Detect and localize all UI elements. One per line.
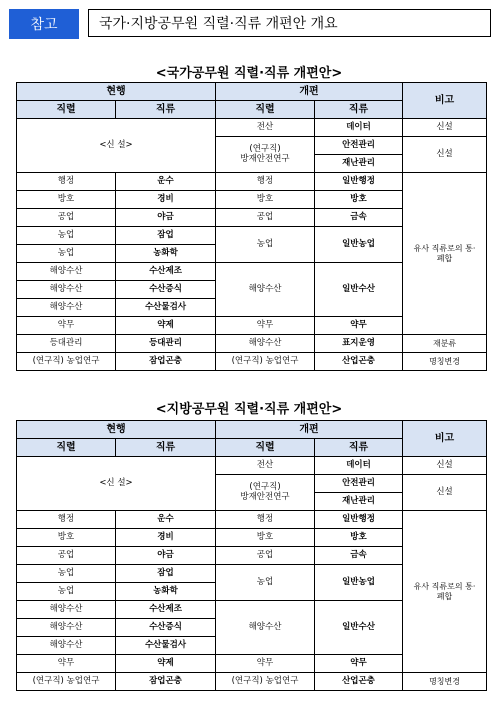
- col-remark: 비고: [403, 83, 487, 119]
- cell: 공업: [17, 209, 116, 227]
- page-header: [9, 9, 493, 39]
- cell: 해양수산: [216, 263, 315, 317]
- national-section-title: <국가공무원 직렬·직류 개편안>: [155, 66, 343, 81]
- cell: 약무: [216, 655, 315, 673]
- cell: 금속: [315, 547, 403, 565]
- cell: 신설: [403, 119, 487, 137]
- cell: 농업: [17, 565, 116, 583]
- cell: 행정: [216, 511, 315, 529]
- col-current: 현행: [17, 83, 216, 101]
- col-revised-series: 직렬: [216, 439, 315, 457]
- cell: 운수: [116, 173, 216, 191]
- new-label: <신 설>: [17, 119, 216, 173]
- cell: 방호: [315, 529, 403, 547]
- cell: 등대관리: [17, 335, 116, 353]
- cell: 해양수산: [17, 281, 116, 299]
- cell: 야금: [116, 547, 216, 565]
- cell: 신설: [403, 137, 487, 173]
- page-title: 국가·지방공무원 직렬·직류 개편안 개요: [88, 9, 491, 37]
- cell: 일반농업: [315, 565, 403, 601]
- cell: 해양수산: [17, 637, 116, 655]
- cell: 데이터: [315, 119, 403, 137]
- cell: 방호: [17, 191, 116, 209]
- cell: 약무: [216, 317, 315, 335]
- cell: 공업: [17, 547, 116, 565]
- cell: 명칭변경: [403, 353, 487, 371]
- cell: 잠업곤충: [116, 353, 216, 371]
- cell: 등대관리: [116, 335, 216, 353]
- cell: 농업: [216, 227, 315, 263]
- cell: 수산물검사: [116, 299, 216, 317]
- col-revised-class: 직류: [315, 101, 403, 119]
- col-current-series: 직렬: [17, 439, 116, 457]
- cell: 농업: [17, 227, 116, 245]
- cell: 재분류: [403, 335, 487, 353]
- cell: 산업곤충: [315, 353, 403, 371]
- cell: 약무: [315, 317, 403, 335]
- cell: 명칭변경: [403, 673, 487, 691]
- cell: 표지운영: [315, 335, 403, 353]
- col-revised-class: 직류: [315, 439, 403, 457]
- cell: 해양수산: [216, 601, 315, 655]
- cell: 방호: [216, 191, 315, 209]
- cell: 안전관리: [315, 137, 403, 155]
- col-current: 현행: [17, 421, 216, 439]
- cell: 잠업: [116, 565, 216, 583]
- cell: (연구직) 농업연구: [216, 673, 315, 691]
- cell: 재난관리: [315, 493, 403, 511]
- cell: 농업: [216, 565, 315, 601]
- cell: 수산제조: [116, 263, 216, 281]
- cell: 일반행정: [315, 173, 403, 191]
- cell: (연구직) 방재안전연구: [216, 137, 315, 173]
- cell: 해양수산: [17, 299, 116, 317]
- cell: 수산제조: [116, 601, 216, 619]
- cell: 운수: [116, 511, 216, 529]
- cell: 일반수산: [315, 263, 403, 317]
- cell: 경비: [116, 529, 216, 547]
- cell: 금속: [315, 209, 403, 227]
- col-current-class: 직류: [116, 101, 216, 119]
- col-current-class: 직류: [116, 439, 216, 457]
- cell: 공업: [216, 209, 315, 227]
- cell: 농화학: [116, 583, 216, 601]
- national-table: [16, 82, 487, 371]
- cell: (연구직) 방재안전연구: [216, 475, 315, 511]
- col-revised: 개편: [216, 421, 403, 439]
- new-label: <신 설>: [17, 457, 216, 511]
- cell: 방호: [315, 191, 403, 209]
- cell: 해양수산: [216, 335, 315, 353]
- cell: 일반수산: [315, 601, 403, 655]
- cell: 해양수산: [17, 263, 116, 281]
- cell: 일반농업: [315, 227, 403, 263]
- cell: 행정: [17, 173, 116, 191]
- cell: 행정: [17, 511, 116, 529]
- cell: 산업곤충: [315, 673, 403, 691]
- cell: 안전관리: [315, 475, 403, 493]
- merge-remark: 유사 직류로의 통· 폐합: [403, 511, 487, 673]
- cell: 재난관리: [315, 155, 403, 173]
- col-remark: 비고: [403, 421, 487, 457]
- cell: 수산물검사: [116, 637, 216, 655]
- cell: 약무: [315, 655, 403, 673]
- cell: 약무: [17, 317, 116, 335]
- cell: 수산증식: [116, 281, 216, 299]
- cell: 공업: [216, 547, 315, 565]
- cell: 신설: [403, 457, 487, 475]
- merge-remark: 유사 직류로의 통· 폐합: [403, 173, 487, 335]
- cell: 농업: [17, 245, 116, 263]
- cell: 전산: [216, 457, 315, 475]
- cell: 방호: [216, 529, 315, 547]
- reference-badge: 참고: [9, 9, 79, 39]
- cell: 농업: [17, 583, 116, 601]
- cell: 약제: [116, 655, 216, 673]
- cell: 신설: [403, 475, 487, 511]
- cell: (연구직) 농업연구: [216, 353, 315, 371]
- cell: (연구직) 농업연구: [17, 353, 116, 371]
- local-section-title: <지방공무원 직렬·직류 개편안>: [155, 402, 343, 417]
- col-revised-series: 직렬: [216, 101, 315, 119]
- local-table: [16, 420, 487, 691]
- col-revised: 개편: [216, 83, 403, 101]
- cell: 데이터: [315, 457, 403, 475]
- cell: 잠업: [116, 227, 216, 245]
- col-current-series: 직렬: [17, 101, 116, 119]
- cell: 경비: [116, 191, 216, 209]
- cell: 방호: [17, 529, 116, 547]
- cell: 해양수산: [17, 619, 116, 637]
- cell: 일반행정: [315, 511, 403, 529]
- cell: 약무: [17, 655, 116, 673]
- cell: 야금: [116, 209, 216, 227]
- cell: 잠업곤충: [116, 673, 216, 691]
- cell: 전산: [216, 119, 315, 137]
- cell: 해양수산: [17, 601, 116, 619]
- cell: 행정: [216, 173, 315, 191]
- cell: 약제: [116, 317, 216, 335]
- cell: (연구직) 농업연구: [17, 673, 116, 691]
- cell: 농화학: [116, 245, 216, 263]
- cell: 수산증식: [116, 619, 216, 637]
